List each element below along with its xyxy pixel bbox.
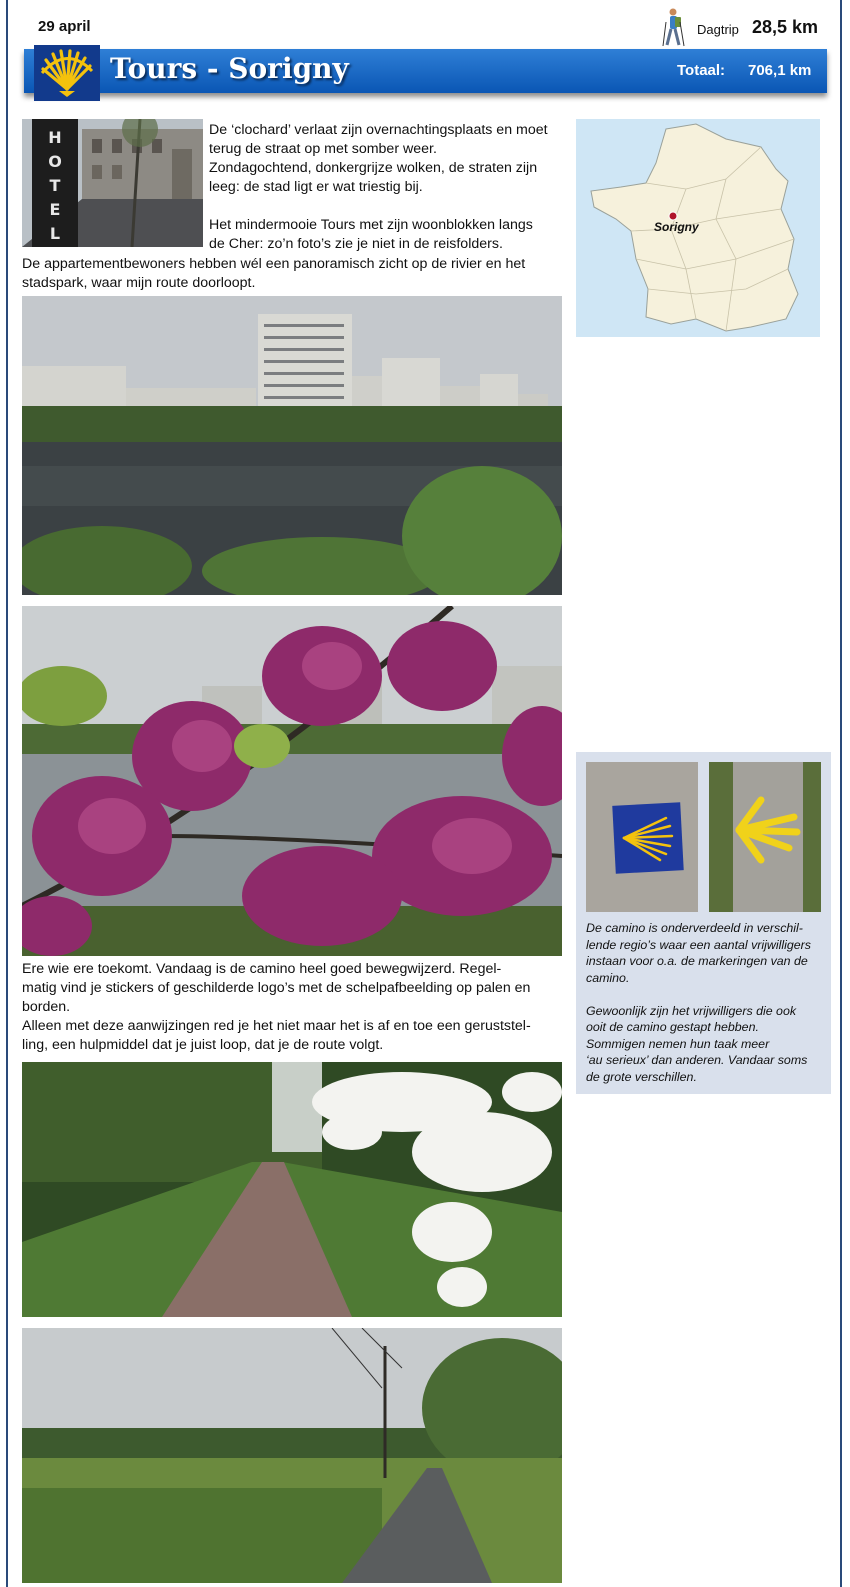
info-line: lende regio’s waar een aantal vrijwilligers [586, 937, 811, 952]
intro-line: stadspark, waar mijn route doorloopt. [22, 275, 256, 291]
hotel-sign-o: O [48, 152, 62, 171]
body-line: Alleen met deze aanwijzingen red je het niet maar het is af en toe een geruststel- [22, 1018, 531, 1034]
intro-line: Het mindermooie Tours met zijn woonblokken langs [209, 217, 533, 233]
intro-line: de Cher: zo’n foto’s zie je niet in de reisfolders. [209, 236, 503, 252]
blue-shell-marker-photo [586, 762, 698, 912]
totaal-label: Totaal: [677, 62, 726, 79]
hotel-sign-t: T [49, 176, 61, 195]
intro-line: De ‘clochard’ verlaat zijn overnachtingsplaats en moet [209, 122, 548, 138]
totaal-distance: 706,1 km [748, 62, 812, 79]
hotel-street-photo [22, 119, 203, 247]
dagtrip-label: Dagtrip [697, 22, 739, 37]
intro-line: terug de straat op met somber weer. [209, 141, 437, 157]
hiker-icon [660, 8, 686, 48]
intro-line: Zondagochtend, donkergrijze wolken, de straten zijn [209, 160, 538, 176]
info-line: de grote verschillen. [586, 1069, 697, 1084]
france-map [576, 119, 820, 337]
info-line: De camino is onderverdeeld in verschil- [586, 921, 803, 935]
forest-path-photo [22, 1062, 562, 1317]
hotel-sign-e: E [49, 200, 61, 219]
hotel-sign-l: L [49, 224, 61, 243]
scallop-shell-logo [34, 45, 100, 101]
yellow-painted-marker-photo [709, 762, 821, 912]
scallop-shell-icon [34, 45, 100, 101]
hotel-sign-h: H [48, 128, 62, 147]
country-road-photo [22, 1328, 562, 1583]
info-line [586, 986, 826, 1003]
info-line: ‘au serieux’ dan anderen. Vandaar soms [586, 1053, 808, 1067]
page-border-right [840, 0, 842, 1587]
body-line: matig vind je stickers of geschilderde logo’s met de schelpafbeelding op palen en [22, 980, 531, 996]
body-line: ling, een hulpmiddel dat je juist loop, dat je de route volgt. [22, 1037, 384, 1053]
body-line: Ere wie ere toekomt. Vandaag is de camino heel goed bewegwijzerd. Regel- [22, 961, 502, 977]
info-box-text [586, 920, 826, 1085]
map-place-label: Sorigny [654, 220, 699, 234]
dagtrip-distance: 28,5 km [752, 17, 819, 37]
river-apartments-photo [22, 296, 562, 595]
info-line: instaan voor o.a. de markeringen van de [586, 954, 808, 968]
info-line: ooit de camino gestapt hebben. [586, 1020, 759, 1034]
body-line: borden. [22, 999, 71, 1015]
page-border-left [6, 0, 8, 1587]
page-date: 29 april [38, 18, 91, 35]
redbud-blossom-photo [22, 606, 562, 956]
camino-signage-text [22, 960, 531, 1055]
page-title: Tours - Sorigny [110, 52, 349, 85]
intro-text-full [22, 255, 525, 293]
info-line: Sommigen nemen hun taak meer [586, 1036, 770, 1051]
info-line: camino. [586, 970, 630, 985]
info-line: Gewoonlijk zijn het vrijwilligers die ook [586, 1003, 797, 1018]
intro-text [209, 121, 548, 254]
intro-line [209, 197, 548, 216]
intro-line: leeg: de stad ligt er wat triestig bij. [209, 179, 423, 195]
intro-line: De appartementbewoners hebben wél een panoramisch zicht op de rivier en het [22, 256, 526, 272]
